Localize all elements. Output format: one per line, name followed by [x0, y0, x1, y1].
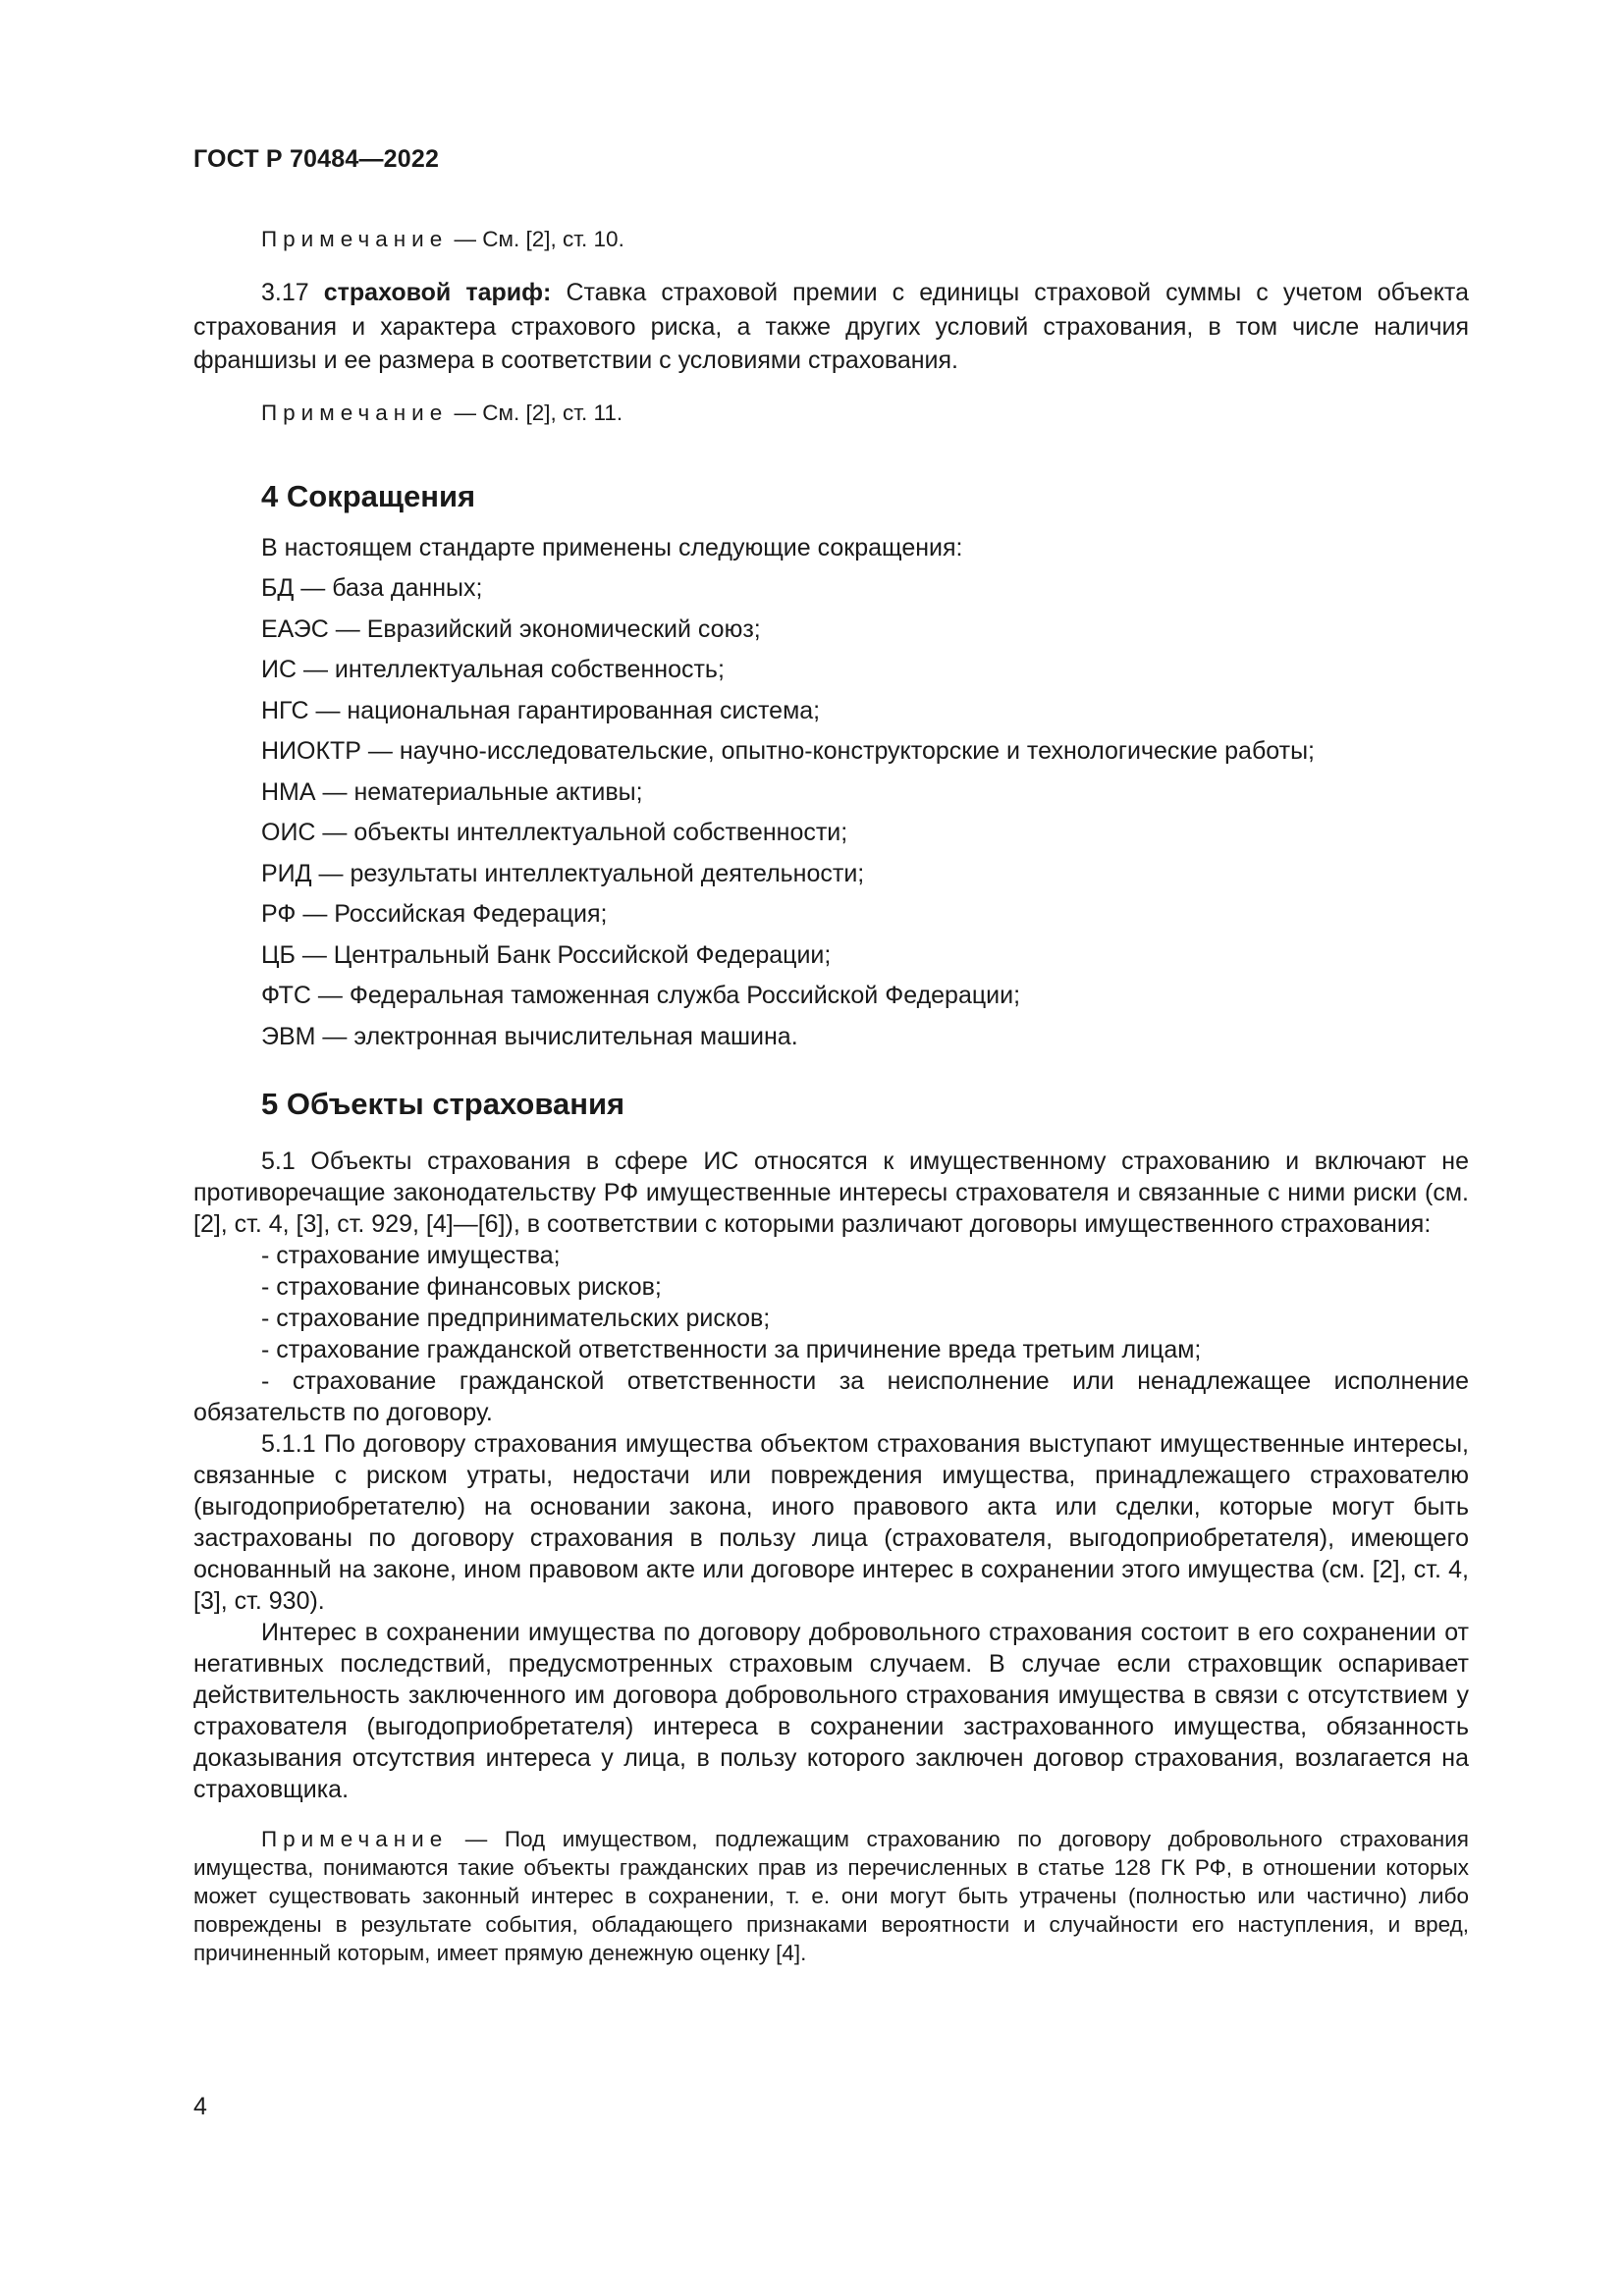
note-label: Примечание	[261, 400, 449, 425]
abbreviation-item: ФТС — Федеральная таможенная служба Российской Федерации;	[261, 982, 1021, 1009]
document-body	[193, 224, 1469, 1967]
abbreviation-item: БД — база данных;	[261, 574, 483, 602]
note-text: — См. [2], ст. 10.	[448, 227, 624, 251]
section-4-title: 4 Сокращения	[261, 478, 476, 513]
abbreviation-item: ИС — интеллектуальная собственность;	[261, 656, 725, 683]
insurance-type-item: - страхование гражданской ответственности за причинение вреда третьим лицам;	[261, 1336, 1202, 1363]
abbreviation-item: ОИС — объекты интеллектуальной собственности;	[261, 819, 848, 846]
insurance-types-list	[193, 1240, 1469, 1428]
term-name: страховой тариф:	[323, 279, 552, 306]
section-4-intro: В настоящем стандарте применены следующие сокращения:	[261, 533, 963, 561]
paragraph-5-1-1: 5.1.1 По договору страхования имущества объектом страхования выступают имущественные интересы, связанные с риском утраты, недостачи или повреждения имущества, принадлежащего страхователю (выгодоприобретателю) на основании закона, иного правового акта или сделки, которые могут быть застрахованы по договору страхования в пользу лица (страхователя, выгодоприобретателя), имеющего основанный на законе, ином правовом акте или договоре интерес в сохранении этого имущества (см. [2], ст. 4, [3], ст. 930).	[193, 1430, 1469, 1615]
abbreviation-item: ЦБ — Центральный Банк Российской Федерации;	[261, 940, 832, 969]
note-text: — См. [2], ст. 11.	[448, 400, 623, 425]
insurance-type-item: - страхование предпринимательских рисков;	[261, 1305, 771, 1332]
note-label: Примечание	[261, 227, 449, 251]
abbreviation-item: НМА — нематериальные активы;	[261, 777, 643, 806]
document-header: ГОСТ Р 70484—2022	[193, 145, 440, 173]
abbreviation-item: РИД — результаты интеллектуальной деятельности;	[261, 859, 865, 887]
note-3-16	[193, 224, 1469, 254]
abbreviation-item: РФ — Российская Федерация;	[261, 900, 608, 928]
abbreviation-item: ЕАЭС — Евразийский экономический союз;	[261, 614, 761, 643]
abbreviation-list	[193, 568, 1469, 1057]
section-5-title: 5 Объекты страхования	[261, 1087, 625, 1121]
term-3-17	[193, 276, 1469, 378]
note-text: — Под имуществом, подлежащим страхованию по договору добровольного страхования имущества, понимаются такие объекты гражданских прав из перечисленных в статье 128 ГК РФ, в отношении которых может существовать законный интерес в сохранении, т. е. они могут быть утрачены (полностью или частично) либо повреждены в результате события, обладающего признаками вероятности и случайности его наступления, и вред, причиненный которым, имеет прямую денежную оценку [4].	[193, 1827, 1469, 1965]
insurance-type-item: - страхование имущества;	[261, 1242, 561, 1269]
note-5-1-1	[193, 1825, 1469, 1967]
paragraph-interest: Интерес в сохранении имущества по договору добровольного страхования состоит в его сохранении от негативных последствий, предусмотренных страховым случаем. В случае если страховщик оспаривает действительность заключенного им договора добровольного страхования имущества в связи с отсутствием у страхователя (выгодоприобретателя) интереса в сохранении застрахованного имущества, обязанность доказывания отсутствия интереса у лица, в пользу которого заключен договор страхования, возлагается на страховщика.	[193, 1619, 1469, 1803]
paragraph-5-1: 5.1 Объекты страхования в сфере ИС относятся к имущественному страхованию и включают не противоречащие законодательству РФ имущественные интересы страхователя и связанные с ними риски (см. [2], ст. 4, [3], ст. 929, [4]—[6]), в соответствии с которыми различают договоры имущественного страхования:	[193, 1148, 1469, 1238]
page-number: 4	[193, 2093, 207, 2120]
note-label: Примечание	[261, 1827, 449, 1851]
term-definition: Ставка страховой премии с единицы страховой суммы с учетом объекта страхования и характера страхового риска, а также других условий страхования, в том числе наличия франшизы и ее размера в соответствии с условиями страхования.	[193, 279, 1469, 374]
abbreviation-item: ЭВМ — электронная вычислительная машина.	[261, 1022, 798, 1050]
abbreviation-item: НИОКТР — научно-исследовательские, опытно-конструкторские и технологические работы;	[261, 737, 1315, 765]
note-3-17	[193, 398, 1469, 428]
term-number: 3.17	[261, 279, 309, 306]
insurance-type-item: - страхование финансовых рисков;	[261, 1273, 662, 1301]
insurance-type-item: - страхование гражданской ответственности за неисполнение или ненадлежащее исполнение обязательств по договору.	[193, 1367, 1469, 1426]
abbreviation-item: НГС — национальная гарантированная система;	[261, 696, 821, 724]
